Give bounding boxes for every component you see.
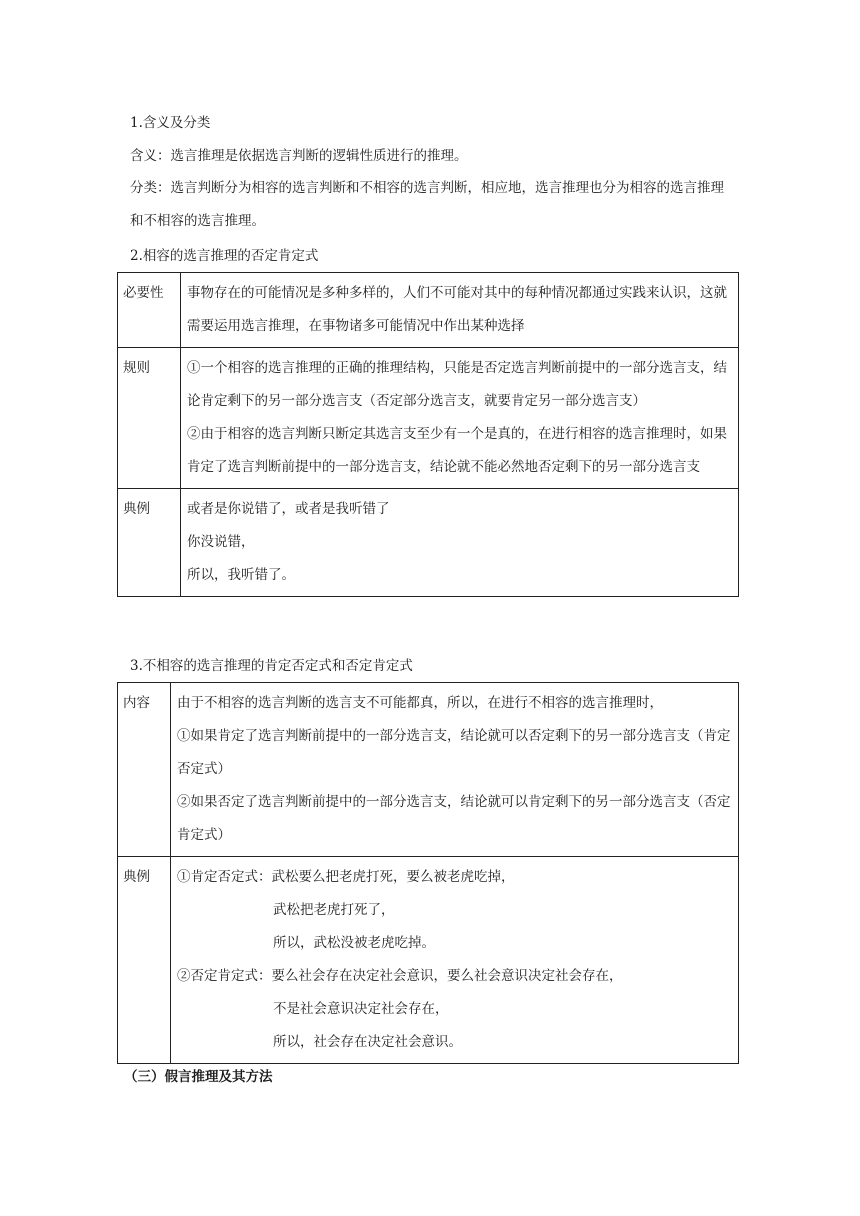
example-cell xyxy=(181,489,739,597)
classification-text: 分类：选言判断分为相容的选言判断和不相容的选言判断，相应地，选言推理也分为相容的选言推理和不相容的选言推理。 xyxy=(130,180,724,229)
table-row xyxy=(118,683,739,857)
necessity-label: 必要性 xyxy=(118,273,181,348)
section4-heading: （三）假言推理及其方法 xyxy=(124,1069,273,1085)
content-cell xyxy=(171,683,739,857)
table-row xyxy=(118,348,739,489)
table-row xyxy=(118,857,739,1064)
table-row xyxy=(118,273,739,348)
example-a-line-3: 所以，武松没被老虎吃掉。 xyxy=(273,935,435,951)
example-line-2: 你没说错， xyxy=(187,534,255,550)
content-item-2: ②如果否定了选言判断前提中的一部分选言支，结论就可以肯定剩下的另一部分选言支（否定肯定式） xyxy=(177,794,731,843)
section2-heading: 2.相容的选言推理的否定肯定式 xyxy=(130,248,319,264)
example-b-line-1: ②否定肯定式：要么社会存在决定社会意识，要么社会意识决定社会存在， xyxy=(177,968,623,984)
content-label: 内容 xyxy=(118,683,171,857)
example-label-2: 典例 xyxy=(118,857,171,1064)
incompatible-disjunctive-table xyxy=(117,682,739,1064)
rule-2-text: ②由于相容的选言判断只断定其选言支至少有一个是真的，在进行相容的选言推理时，如果肯定了选言判断前提中的一部分选言支，结论就不能必然地否定剩下的另一部分选言支 xyxy=(187,426,727,475)
necessity-text: 事物存在的可能情况是多种多样的，人们不可能对其中的每种情况都通过实践来认识，这就需要运用选言推理，在事物诸多可能情况中作出某种选择 xyxy=(181,273,739,348)
table-row xyxy=(118,489,739,597)
compatible-disjunctive-table xyxy=(117,272,739,597)
rules-label: 规则 xyxy=(118,348,181,489)
definition-text: 含义：选言推理是依据选言判断的逻辑性质进行的推理。 xyxy=(130,148,468,164)
content-intro: 由于不相容的选言判断的选言支不可能都真，所以，在进行不相容的选言推理时， xyxy=(177,695,663,711)
rule-1-text: ①一个相容的选言推理的正确的推理结构，只能是否定选言判断前提中的一部分选言支，结论肯定剩下的另一部分选言支（否定部分选言支，就要肯定另一部分选言支） xyxy=(187,360,727,409)
example-line-1: 或者是你说错了，或者是我听错了 xyxy=(187,501,390,517)
example-label: 典例 xyxy=(118,489,181,597)
section1-heading: 1.含义及分类 xyxy=(130,115,211,131)
rules-cell xyxy=(181,348,739,489)
example-line-3: 所以，我听错了。 xyxy=(187,567,295,583)
section3-heading: 3.不相容的选言推理的肯定否定式和否定肯定式 xyxy=(130,658,413,674)
example-b-line-3: 所以，社会存在决定社会意识。 xyxy=(273,1034,462,1050)
example-cell-2 xyxy=(171,857,739,1064)
example-b-line-2: 不是社会意识决定社会存在， xyxy=(273,1001,449,1017)
content-item-1: ①如果肯定了选言判断前提中的一部分选言支，结论就可以否定剩下的另一部分选言支（肯定否定式） xyxy=(177,728,731,777)
example-a-line-1: ①肯定否定式：武松要么把老虎打死，要么被老虎吃掉， xyxy=(177,869,515,885)
example-a-line-2: 武松把老虎打死了， xyxy=(273,902,395,918)
